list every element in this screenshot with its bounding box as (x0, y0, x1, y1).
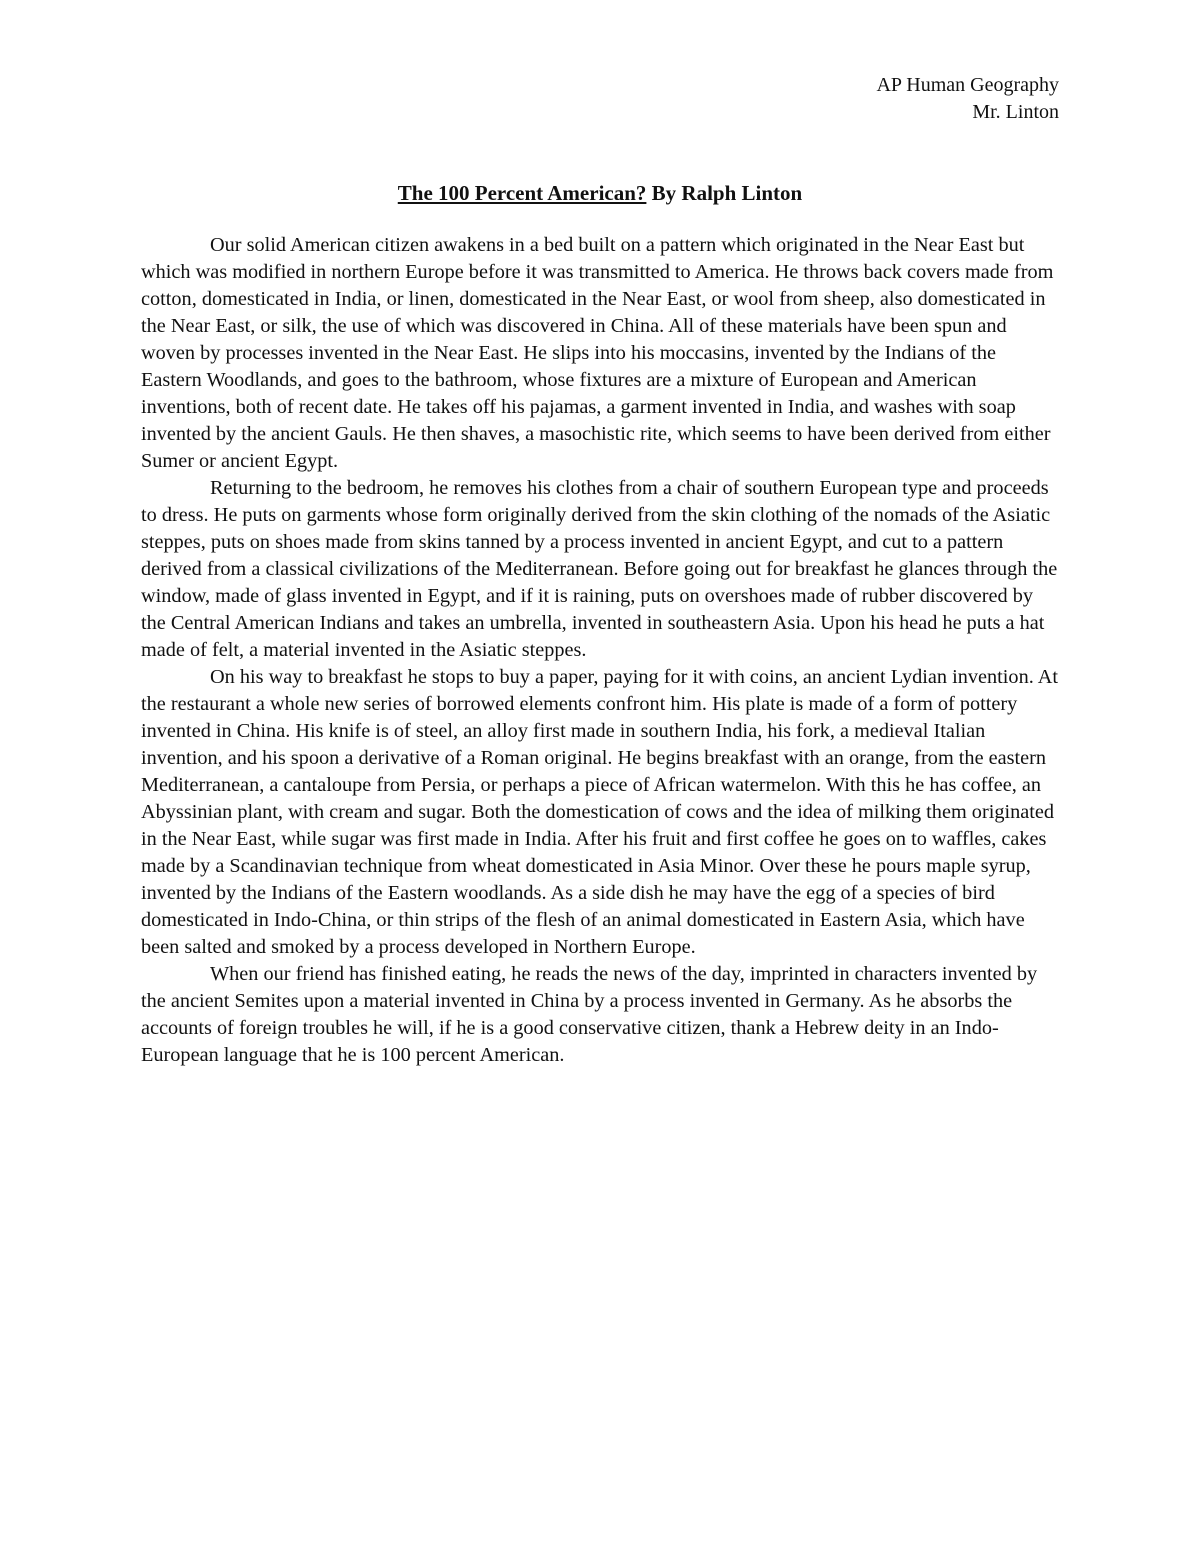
paragraph-2: Returning to the bedroom, he removes his clothes from a chair of southern European type and proceeds to dress. He puts on garments whose form originally derived from the skin clothing of the nomads of the Asiatic steppes, puts on shoes made from skins tanned by a process invented in ancient Egypt, and cut to a pattern derived from a classical civilizations of the Mediterranean. Before going out for breakfast he glances through the window, made of glass invented in Egypt, and if it is raining, puts on overshoes made of rubber discovered by the Central American Indians and takes an umbrella, invented in southeastern Asia. Upon his head he puts a hat made of felt, a material invented in the Asiatic steppes. (141, 477, 1058, 661)
document-title (0, 178, 1200, 208)
title-main: The 100 Percent American? (397, 181, 647, 205)
title-byline: By Ralph Linton (651, 181, 803, 205)
document-body (141, 232, 1060, 1069)
document-header (876, 72, 1059, 126)
paragraph-3: On his way to breakfast he stops to buy a paper, paying for it with coins, an ancient Lydian invention. At the restaurant a whole new series of borrowed elements confront him. His plate is made of a form of pottery invented in China. His knife is of steel, an alloy first made in southern India, his fork, a medieval Italian invention, and his spoon a derivative of a Roman original. He begins breakfast with an orange, from the eastern Mediterranean, a cantaloupe from Persia, or perhaps a piece of African watermelon. With this he has coffee, an Abyssinian plant, with cream and sugar. Both the domestication of cows and the idea of milking them originated in the Near East, while sugar was first made in India. After his fruit and first coffee he goes on to waffles, cakes made by a Scandinavian technique from wheat domesticated in Asia Minor. Over these he pours maple syrup, invented by the Indians of the Eastern woodlands. As a side dish he may have the egg of a species of bird domesticated in Indo-China, or thin strips of the flesh of an animal domesticated in Eastern Asia, which have been salted and smoked by a process developed in Northern Europe. (141, 666, 1059, 958)
teacher-name: Mr. Linton (972, 101, 1059, 123)
course-name: AP Human Geography (876, 74, 1059, 96)
paragraph-4: When our friend has finished eating, he reads the news of the day, imprinted in characters invented by the ancient Semites upon a material invented in China by a process invented in Germany. As he absorbs the accounts of foreign troubles he will, if he is a good conservative citizen, thank a Hebrew deity in an Indo-European language that he is 100 percent American. (141, 963, 1038, 1066)
paragraph-1: Our solid American citizen awakens in a bed built on a pattern which originated in the Near East but which was modified in northern Europe before it was transmitted to America. He throws back covers made from cotton, domesticated in India, or linen, domesticated in the Near East, or wool from sheep, also domesticated in the Near East, or silk, the use of which was discovered in China. All of these materials have been spun and woven by processes invented in the Near East. He slips into his moccasins, invented by the Indians of the Eastern Woodlands, and goes to the bathroom, whose fixtures are a mixture of European and American inventions, both of recent date. He takes off his pajamas, a garment invented in India, and washes with soap invented by the ancient Gauls. He then shaves, a masochistic rite, which seems to have been derived from either Sumer or ancient Egypt. (141, 234, 1054, 472)
